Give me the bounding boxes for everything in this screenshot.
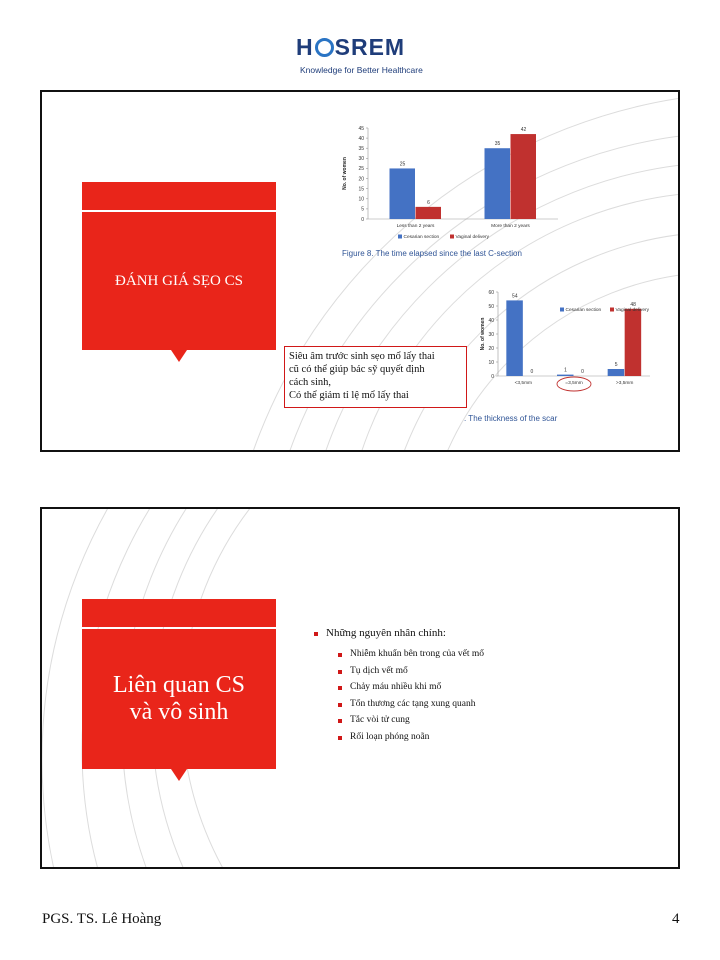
page-number: 4 (672, 911, 680, 927)
figure-caption-2: . The thickness of the scar (464, 414, 558, 423)
title-line: Liên quan CS (113, 672, 245, 698)
sub-bullet: Chảy máu nhiều khi mổ (314, 682, 484, 692)
logo-globe-icon (315, 38, 334, 57)
x-tick-label: >3,5mm (615, 381, 634, 386)
title-strip (82, 599, 276, 627)
bar (506, 300, 522, 376)
sub-bullet: Tụ dịch vết mổ (314, 666, 484, 676)
footer-author: PGS. TS. Lê Hoàng (42, 911, 162, 927)
data-label: 5 (614, 362, 618, 368)
sub-bullet: Nhiễm khuẩn bên trong của vết mổ (314, 649, 484, 659)
callout-pointer (171, 769, 187, 781)
note-line: cũ có thể giúp bác sỹ quyết định (289, 364, 425, 375)
legend-label: Cesarian section (403, 235, 440, 240)
callout-pointer (171, 350, 187, 362)
note-line: Có thể giảm tỉ lệ mổ lấy thai (289, 390, 409, 401)
data-label: 1 (564, 367, 567, 374)
slide-1 (40, 90, 680, 452)
y-tick-label: 5 (361, 206, 364, 213)
y-tick-label: 30 (358, 156, 364, 163)
bar (608, 369, 625, 376)
x-tick-label: Less than 2 years (396, 224, 435, 229)
data-label: 35 (494, 141, 501, 148)
data-label: 54 (512, 293, 518, 300)
x-tick-label: <3,5mm (514, 381, 533, 386)
data-label: 6 (427, 199, 430, 206)
y-tick-label: 10 (488, 359, 494, 366)
note-line: cách sinh, (289, 377, 331, 388)
y-tick-label: 50 (488, 303, 494, 310)
slide-1-title: ĐÁNH GIÁ SẸO CS (82, 212, 276, 350)
x-tick-label: =3,5mm (565, 381, 583, 386)
note-box (284, 346, 467, 408)
slide-2 (40, 507, 680, 869)
y-tick-label: 60 (488, 289, 494, 296)
legend-label: Cesarian section (565, 308, 602, 313)
x-tick-label: More than 2 years (491, 224, 530, 229)
bar (390, 168, 416, 219)
title-strip (82, 182, 276, 210)
legend-swatch (610, 308, 614, 312)
legend-swatch (398, 235, 402, 239)
legend-label: Vaginal delivery (615, 308, 650, 313)
data-label: 48 (630, 301, 636, 308)
y-tick-label: 45 (358, 125, 364, 132)
y-axis-label: No. of women (480, 317, 486, 351)
y-tick-label: 20 (488, 345, 494, 352)
y-tick-label: 30 (488, 331, 494, 338)
note-line: Siêu âm trước sinh sẹo mổ lấy thai (289, 351, 435, 362)
data-label: 0 (581, 369, 584, 375)
legend-label: Vaginal delivery (455, 235, 490, 240)
bar (416, 207, 442, 219)
y-tick-label: 40 (358, 135, 364, 142)
sub-bullet: Tắc vòi tử cung (314, 715, 484, 725)
chart-time-elapsed (338, 120, 564, 244)
y-tick-label: 15 (358, 186, 364, 193)
data-label: 0 (530, 369, 534, 375)
logo-name: H SREM (296, 34, 406, 60)
bar (557, 375, 574, 376)
chart-scar-thickness (478, 282, 654, 404)
slide-2-title (82, 629, 276, 769)
y-tick-label: 10 (358, 196, 364, 203)
legend-swatch (450, 235, 454, 239)
y-tick-label: 25 (358, 166, 364, 173)
figure-caption-1: Figure 8. The time elapsed since the last C-section (342, 249, 522, 258)
logo-tagline: Knowledge for Better Healthcare (300, 65, 423, 75)
main-bullet: Những nguyên nhân chính: (314, 627, 484, 639)
bar (625, 309, 642, 376)
bar (511, 134, 537, 219)
legend-swatch (560, 308, 564, 312)
sub-bullet: Tổn thương các tạng xung quanh (314, 699, 484, 709)
sub-bullet: Rối loạn phóng noãn (314, 732, 484, 742)
data-label: 25 (399, 161, 406, 168)
y-tick-label: 20 (358, 176, 364, 183)
data-label: 42 (520, 127, 527, 134)
y-tick-label: 0 (361, 216, 364, 223)
y-tick-label: 0 (491, 373, 494, 380)
y-tick-label: 35 (358, 146, 364, 153)
y-axis-label: No. of women (342, 157, 348, 190)
bar (485, 148, 511, 219)
hosrem-logo (296, 32, 436, 80)
title-line: và vô sinh (129, 699, 229, 725)
bullet-list (314, 627, 484, 748)
y-tick-label: 40 (488, 317, 494, 324)
